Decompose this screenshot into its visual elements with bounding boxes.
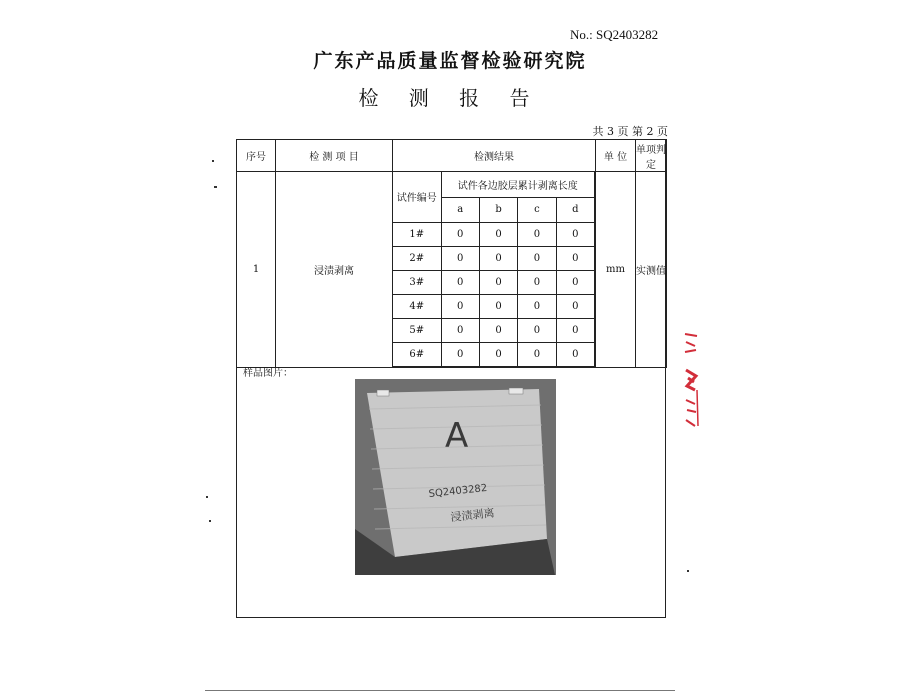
row-seq: 1: [237, 172, 276, 368]
value-cell: 0: [479, 294, 517, 318]
result-cell: [393, 172, 596, 368]
header-unit: 单 位: [596, 140, 636, 172]
value-cell: 0: [479, 342, 517, 366]
value-cell: 0: [518, 318, 556, 342]
specimen-id: 2#: [393, 246, 441, 270]
row-unit: mm: [596, 172, 636, 368]
table-row: [393, 318, 595, 342]
value-cell: 0: [556, 246, 594, 270]
scan-edge-line: [205, 690, 675, 691]
group-label: 试件各边胶层累计剥离长度: [441, 172, 595, 197]
table-row: [393, 246, 595, 270]
value-cell: 0: [441, 318, 479, 342]
value-cell: 0: [441, 246, 479, 270]
side-d: d: [556, 197, 594, 222]
row-verdict: 实测值: [636, 172, 667, 368]
result-subtable: [393, 172, 595, 367]
header-result: 检测结果: [393, 140, 596, 172]
row-item: 浸渍剥离: [276, 172, 393, 368]
scan-speck: [687, 570, 689, 572]
sample-photo-label: 样品图片：: [243, 368, 293, 379]
value-cell: 0: [518, 342, 556, 366]
scan-speck: [214, 186, 217, 188]
value-cell: 0: [518, 294, 556, 318]
specimen-id: 3#: [393, 270, 441, 294]
value-cell: 0: [441, 222, 479, 246]
value-cell: 0: [479, 222, 517, 246]
value-cell: 0: [556, 342, 594, 366]
scan-speck: [212, 160, 214, 162]
table-row: [393, 342, 595, 366]
value-cell: 0: [479, 270, 517, 294]
report-title: 检 测 报 告: [358, 86, 542, 110]
photo-mark-code: SQ2403282: [428, 482, 488, 500]
table-row: [393, 222, 595, 246]
value-cell: 0: [479, 318, 517, 342]
table-header-row: [237, 140, 667, 172]
value-cell: 0: [441, 270, 479, 294]
result-table: [236, 139, 667, 368]
report-number: No.: SQ2403282: [570, 27, 659, 42]
value-cell: 0: [556, 294, 594, 318]
sub-group-row: [393, 172, 595, 197]
sample-photo: [355, 379, 556, 575]
specimen-id: 1#: [393, 222, 441, 246]
organization-title: 广东产品质量监督检验研究院: [313, 50, 587, 72]
page-info: 共 3 页 第 2 页: [592, 125, 668, 138]
side-c: c: [518, 197, 556, 222]
header-verdict: 单项判定: [636, 140, 667, 172]
value-cell: 0: [441, 294, 479, 318]
specimen-id: 6#: [393, 342, 441, 366]
value-cell: 0: [556, 318, 594, 342]
header-item: 检 测 项 目: [276, 140, 393, 172]
table-row: [393, 294, 595, 318]
scan-speck: [206, 496, 208, 498]
value-cell: 0: [518, 270, 556, 294]
side-b: b: [479, 197, 517, 222]
value-cell: 0: [518, 246, 556, 270]
header-seq: 序号: [237, 140, 276, 172]
photo-mark-letter: A: [445, 416, 469, 456]
red-seal-stamp: [683, 330, 699, 430]
table-row: [393, 270, 595, 294]
side-a: a: [441, 197, 479, 222]
value-cell: 0: [556, 270, 594, 294]
photo-mark-note: 浸渍剥离: [449, 506, 496, 524]
table-data-row: [237, 172, 667, 368]
specimen-id: 4#: [393, 294, 441, 318]
value-cell: 0: [441, 342, 479, 366]
value-cell: 0: [479, 246, 517, 270]
scan-speck: [209, 520, 211, 522]
specimen-id: 5#: [393, 318, 441, 342]
value-cell: 0: [518, 222, 556, 246]
value-cell: 0: [556, 222, 594, 246]
specimen-label: 试件编号: [393, 172, 441, 222]
